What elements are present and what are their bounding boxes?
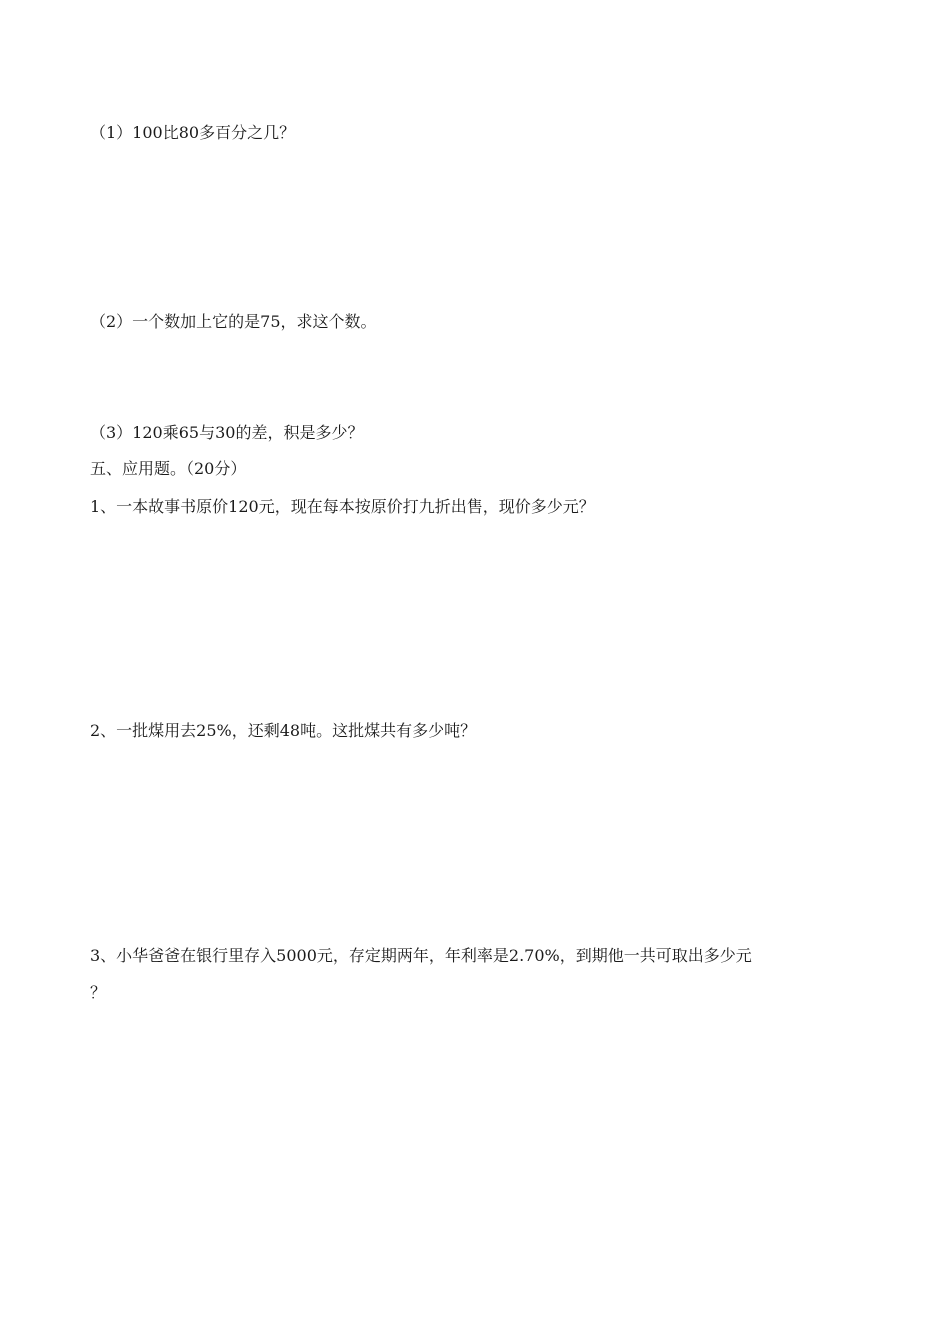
applied-question-2: 2、一批煤用去25%，还剩48吨。这批煤共有多少吨？ — [90, 721, 477, 740]
calc-question-2: （2）一个数加上它的是75，求这个数。 — [90, 312, 377, 331]
applied-question-3-continuation: ？ — [90, 983, 107, 1002]
calc-question-3: （3）120乘65与30的差，积是多少？ — [90, 423, 364, 442]
applied-question-3: 3、小华爸爸在银行里存入5000元，存定期两年，年利率是2.70%，到期他一共可取出多少元 — [90, 946, 752, 965]
applied-question-1: 1、一本故事书原价120元，现在每本按原价打九折出售，现价多少元？ — [90, 497, 595, 516]
section-heading: 五、应用题。（20分） — [90, 459, 247, 478]
calc-question-1: （1）100比80多百分之几？ — [90, 123, 296, 142]
